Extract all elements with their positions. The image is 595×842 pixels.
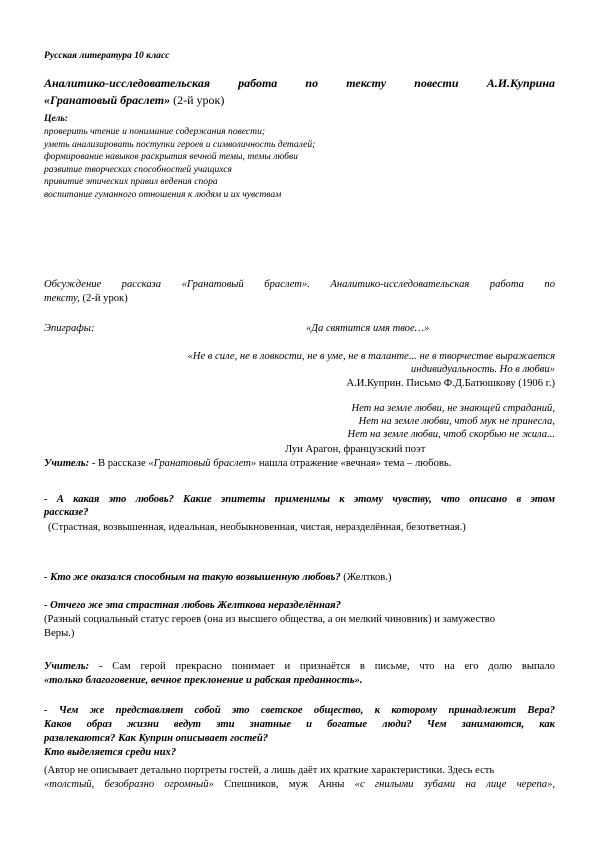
teacher-text: - В рассказе <box>91 458 146 469</box>
poem <box>44 402 555 441</box>
answer-3-line2: Веры.) <box>44 628 75 639</box>
epigraphs-label: Эпиграфы: <box>44 323 95 334</box>
epigraph-1: «Да святится имя твое…» <box>306 323 430 334</box>
lesson-number: (2-й урок) <box>173 93 225 107</box>
teacher-remark-2-line2: «только благоговение, вечное преклонение и рабская преданность». <box>44 675 363 686</box>
discussion-lesson: (2-й урок) <box>82 293 128 304</box>
teacher-text-italic: «Гранатовый браслет» <box>148 458 257 469</box>
goals-label: Цель: <box>44 113 68 124</box>
discussion-line1: Обсуждение рассказа «Гранатовый браслет». Аналитико-исследовательская работа по <box>44 279 555 290</box>
answer-4-line2 <box>44 778 555 791</box>
course-label: Русская литература 10 класс <box>44 50 170 61</box>
poem-source: Луи Арагон, французский поэт <box>285 444 426 455</box>
answer-4-line1: (Автор не описывает детально портреты гостей, а лишь даёт их краткие характеристики. Здесь есть <box>44 765 495 776</box>
answer-3-line1: (Разный социальный статус героев (она из высшего общества, а он мелкий чиновник) и замужество <box>44 614 496 625</box>
answer-1: (Страстная, возвышенная, идеальная, необыкновенная, чистая, неразделённая, безответная.) <box>48 522 466 533</box>
question-2 <box>44 571 555 584</box>
poem-line: Нет на земле любви, чтоб мук не принесла, <box>358 416 555 427</box>
answer-2: (Желтков.) <box>343 572 392 583</box>
epigraph-2-line1: «Не в силе, не в ловкости, не в уме, не в таланте... не в творчестве выражается <box>187 351 555 362</box>
goal-item: формирование навыков раскрытия вечной темы, темы любви <box>44 151 298 162</box>
goal-item: уметь анализировать поступки героев и символичность деталей; <box>44 138 316 150</box>
teacher-remark-1 <box>44 457 555 470</box>
lesson-title-line1: Аналитико-исследовательская работа по тексту повести А.И.Куприна <box>44 76 555 90</box>
goal-item: воспитание гуманного отношения к людям и их чувствам <box>44 188 282 200</box>
question-1-line1: - А какая это любовь? Какие эпитеты применимы к этому чувству, что описано в этом <box>44 494 555 505</box>
poem-line: Нет на земле любви, чтоб скорбью не жила... <box>347 429 555 440</box>
question-3: - Отчего же эта страстная любовь Желткова неразделённая? <box>44 600 341 611</box>
goal-item: проверить чтение и понимание содержания повести; <box>44 126 266 137</box>
teacher-text: - Сам герой прекрасно понимает и признаётся в письме, что на его долю выпало <box>98 661 555 672</box>
goal-item: привитие этических правил ведения спора <box>44 176 218 187</box>
poem-line: Нет на земле любви, не знающей страданий, <box>351 403 555 414</box>
goals-list <box>44 126 555 201</box>
goal-item: развитие творческих способностей учащихся <box>44 163 232 175</box>
quote: «толстый, безобразно огромный» <box>44 779 214 790</box>
question-1-line2: рассказе? <box>44 507 89 518</box>
answer-text: Спешников, муж Анны <box>224 779 345 790</box>
discussion-text: тексту, <box>44 293 80 304</box>
story-title: «Гранатовый браслет» <box>44 93 171 107</box>
teacher-label: Учитель: <box>44 458 90 469</box>
lesson-title-line2 <box>44 93 555 108</box>
teacher-remark-2-line1 <box>44 660 555 673</box>
teacher-text: нашла отражение «вечная» тема – любовь. <box>258 458 452 469</box>
question-4-line1: - Чем же представляет собой это светское общество, к которому принадлежит Вера? <box>44 705 555 716</box>
question-2-text: - Кто же оказался способным на такую возвышенную любовь? <box>44 572 341 583</box>
question-4-line2: Каков образ жизни ведут эти знатные и богатые люди? Чем занимаются, как <box>44 719 555 730</box>
question-4-line3: развлекаются? Как Куприн описывает гостей? <box>44 733 269 744</box>
discussion-line2 <box>44 292 555 305</box>
quote: «с гнилыми зубами на лице черепа», <box>354 779 556 790</box>
epigraph-2-line2: индивидуальность. Но в любви» <box>410 364 555 375</box>
epigraph-2-source: А.И.Куприн. Письмо Ф.Д.Батюшкову (1906 г.) <box>346 378 555 389</box>
teacher-label: Учитель: <box>44 661 90 672</box>
question-4-line4: Кто выделяется среди них? <box>44 747 177 758</box>
